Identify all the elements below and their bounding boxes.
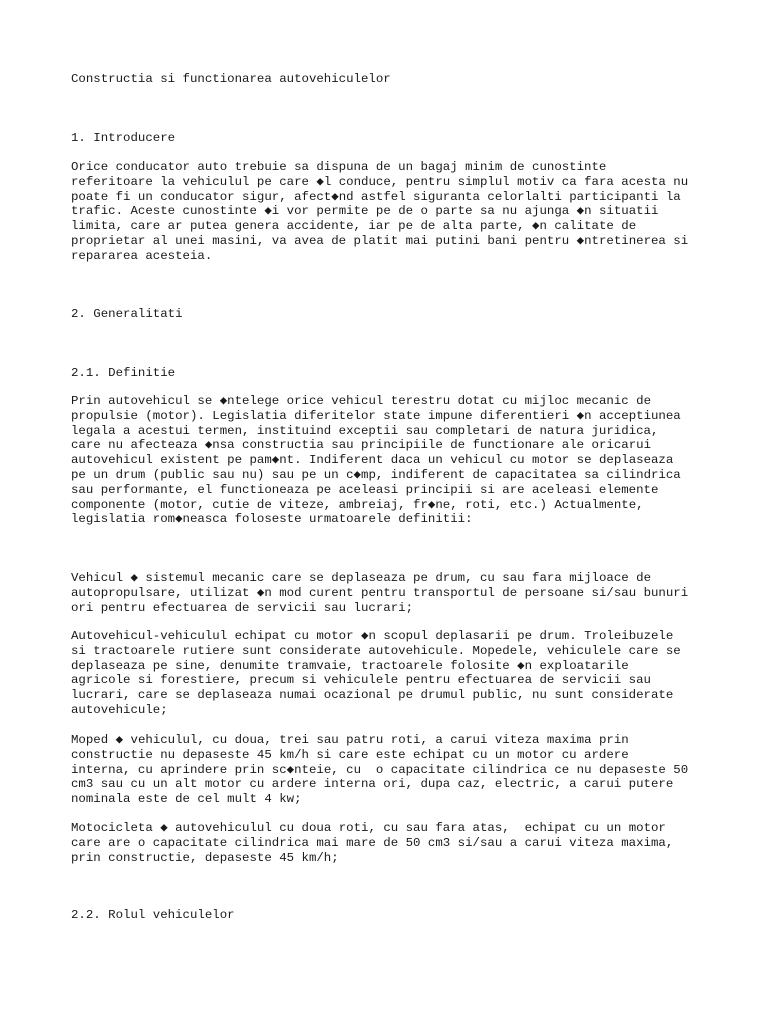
section-heading-definitie: 2.1. Definitie bbox=[71, 366, 176, 380]
document-title: Constructia si functionarea autovehiculelor bbox=[71, 72, 391, 86]
section-heading-generalitati: 2. Generalitati bbox=[71, 307, 183, 321]
paragraph-definitie: Prin autovehicul se ◆ntelege orice vehicul terestru dotat cu mijloc mecanic de propulsie (motor). Legislatia diferitelor state impune diferentieri ◆n acceptiunea legala a acestui termen, instituind exceptii sau completari de natura juridica, care nu afecteaza ◆nsa constructia sau principiile de functionare ale oricarui autovehicul existent pe pam◆nt. Indiferent daca un vehicul cu motor se deplaseaza pe un drum (public sau nu) sau pe un c◆mp, indiferent de capacitatea sa cilindrica sau performante, el functioneaza pe aceleasi principii si are aceleasi elemente componente (motor, cutie de viteze, ambreiaj, fr◆ne, roti, etc.) Actualmente, legislatia rom◆neasca foloseste urmatoarele definitii: bbox=[71, 394, 681, 527]
paragraph-motocicleta: Motocicleta ◆ autovehiculul cu doua roti, cu sau fara atas, echipat cu un motor care are o capacitate cilindrica mai mare de 50 cm3 si/sau a carui viteza maxima, prin constructie, depaseste 45 km/h; bbox=[71, 821, 674, 865]
section-heading-introducere: 1. Introducere bbox=[71, 131, 176, 145]
paragraph-moped: Moped ◆ vehiculul, cu doua, trei sau patru roti, a carui viteza maxima prin constructie nu depaseste 45 km/h si care este echipat cu un motor cu ardere interna, cu aprindere prin sc◆nteie, cu o capacitate cilindrica ce nu depaseste 50 cm3 sau cu un alt motor cu ardere interna ori, dupa caz, electric, a carui putere nominala este de cel mult 4 kw; bbox=[71, 733, 689, 807]
section-heading-rolul-vehiculelor: 2.2. Rolul vehiculelor bbox=[71, 908, 235, 922]
paragraph-introducere: Orice conducator auto trebuie sa dispuna de un bagaj minim de cunostinte referitoare la vehiculul pe care ◆l conduce, pentru simplul motiv ca fara acesta nu poate fi un conducator sigur, afect◆nd astfel siguranta celorlalti participanti la trafic. Aceste cunostinte ◆i vor permite pe de o parte sa nu ajunga ◆n situatii limita, care ar putea genera accidente, iar pe de alta parte, ◆n calitate de proprietar al unei masini, va avea de platit mai putini bani pentru ◆ntretinerea si repararea acesteia. bbox=[71, 160, 689, 263]
document-page bbox=[71, 0, 711, 922]
paragraph-vehicul: Vehicul ◆ sistemul mecanic care se deplaseaza pe drum, cu sau fara mijloace de autopropulsare, utilizat ◆n mod curent pentru transportul de persoane si/sau bunuri ori pentru efectuarea de servicii sau lucrari; bbox=[71, 571, 689, 615]
paragraph-autovehicul: Autovehicul-vehiculul echipat cu motor ◆n scopul deplasarii pe drum. Troleibuzele si tractoarele rutiere sunt considerate autovehicule. Mopedele, vehiculele care se deplaseaza pe sine, denumite tramvaie, tractoarele folosite ◆n exploatarile agricole si forestiere, precum si vehiculele pentru efectuarea de servicii sau lucrari, care se deplaseaza numai ocazional pe drumul public, nu sunt considerate autovehicule; bbox=[71, 629, 681, 717]
